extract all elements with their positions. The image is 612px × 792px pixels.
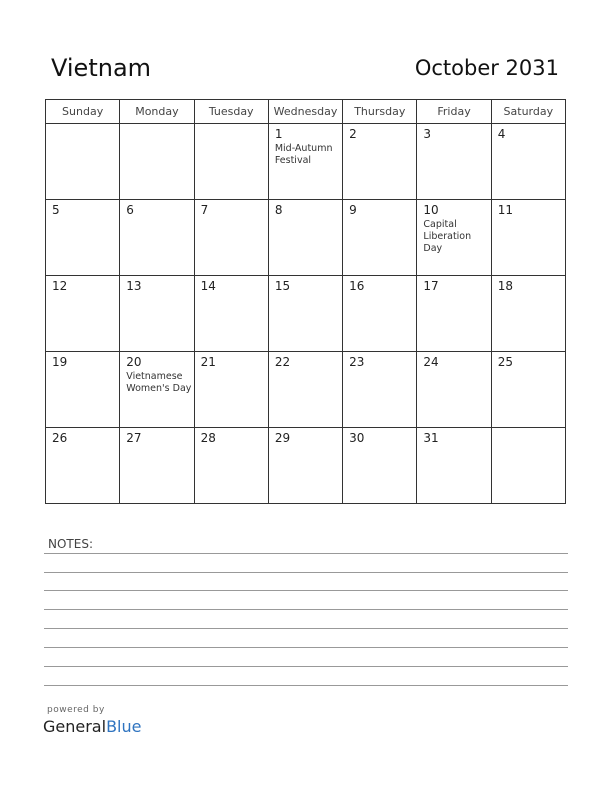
weekday-wednesday: Wednesday [268, 100, 342, 124]
day-cell [491, 428, 565, 504]
day-cell [120, 352, 194, 428]
day-number: 16 [349, 279, 365, 293]
notes-line [44, 647, 568, 648]
day-number: 20 [126, 355, 142, 369]
day-number: 9 [349, 203, 357, 217]
day-number: 25 [497, 355, 513, 369]
day-number: 8 [274, 203, 283, 217]
weekday-header-row [46, 100, 566, 124]
week-row [46, 124, 566, 200]
weekday-saturday: Saturday [491, 100, 565, 124]
day-number: 7 [200, 203, 209, 217]
notes-line [44, 666, 568, 667]
day-cell [120, 200, 194, 276]
generalblue-logo [43, 717, 141, 736]
calendar-grid [45, 99, 566, 504]
day-cell [194, 200, 268, 276]
day-number: 12 [52, 279, 68, 293]
day-number: 2 [349, 127, 357, 141]
day-number: 18 [497, 279, 513, 293]
day-number: 26 [52, 431, 68, 445]
month-year-title: October 2031 [414, 56, 559, 80]
day-cell [194, 352, 268, 428]
notes-line [44, 685, 568, 686]
holiday-label: Mid-Autumn Festival [274, 143, 333, 166]
logo-text-general: General [43, 717, 107, 736]
day-number: 21 [200, 355, 216, 369]
day-cell [417, 352, 491, 428]
day-cell [120, 276, 194, 352]
day-cell [194, 428, 268, 504]
day-number: 19 [52, 355, 68, 369]
day-cell [46, 428, 120, 504]
day-cell [343, 200, 417, 276]
day-number: 27 [126, 431, 142, 445]
weekday-tuesday: Tuesday [194, 100, 268, 124]
day-cell [491, 352, 565, 428]
country-title: Vietnam [51, 54, 152, 82]
holiday-label: Vietnamese Women's Day [126, 371, 192, 394]
powered-by-label: powered by [47, 705, 105, 715]
day-number: 17 [423, 279, 439, 293]
notes-line [44, 609, 568, 610]
day-cell [343, 124, 417, 200]
day-number: 10 [423, 203, 439, 217]
day-cell [194, 124, 268, 200]
day-number: 15 [274, 279, 291, 293]
week-row [46, 276, 566, 352]
day-cell [46, 352, 120, 428]
notes-line [44, 572, 568, 573]
weekday-sunday: Sunday [46, 100, 120, 124]
weekday-thursday: Thursday [343, 100, 417, 124]
day-number: 24 [423, 355, 439, 369]
day-cell [343, 276, 417, 352]
week-row [46, 200, 566, 276]
day-cell [120, 124, 194, 200]
notes-line [44, 553, 568, 554]
logo-text-blue: Blue [106, 717, 142, 736]
weekday-friday: Friday [417, 100, 491, 124]
weekday-monday: Monday [120, 100, 194, 124]
day-cell [268, 428, 342, 504]
day-cell [268, 276, 342, 352]
day-cell [417, 200, 491, 276]
day-number: 29 [274, 431, 291, 445]
day-number: 1 [274, 127, 283, 141]
day-cell [417, 428, 491, 504]
day-number: 23 [349, 355, 365, 369]
day-number: 3 [423, 127, 432, 141]
day-number: 30 [349, 431, 365, 445]
holiday-label: Capital Liberation Day [423, 219, 472, 254]
notes-label: NOTES: [48, 537, 93, 551]
day-cell [491, 276, 565, 352]
day-number: 4 [497, 127, 506, 141]
day-number: 13 [126, 279, 142, 293]
day-cell [417, 124, 491, 200]
notes-line [44, 590, 568, 591]
day-cell [491, 124, 565, 200]
day-number: 11 [497, 203, 513, 217]
day-cell [268, 200, 342, 276]
day-cell [120, 428, 194, 504]
day-cell [343, 352, 417, 428]
day-number: 5 [52, 203, 60, 217]
day-cell [491, 200, 565, 276]
day-cell [46, 200, 120, 276]
day-cell [343, 428, 417, 504]
day-number: 6 [126, 203, 134, 217]
day-cell [268, 352, 342, 428]
day-cell [268, 124, 342, 200]
day-cell [417, 276, 491, 352]
notes-line [44, 628, 568, 629]
day-number: 14 [200, 279, 216, 293]
day-cell [46, 276, 120, 352]
week-row [46, 352, 566, 428]
day-cell [46, 124, 120, 200]
day-cell [194, 276, 268, 352]
day-number: 28 [200, 431, 216, 445]
week-row [46, 428, 566, 504]
day-number: 31 [423, 431, 439, 445]
day-number: 22 [274, 355, 291, 369]
